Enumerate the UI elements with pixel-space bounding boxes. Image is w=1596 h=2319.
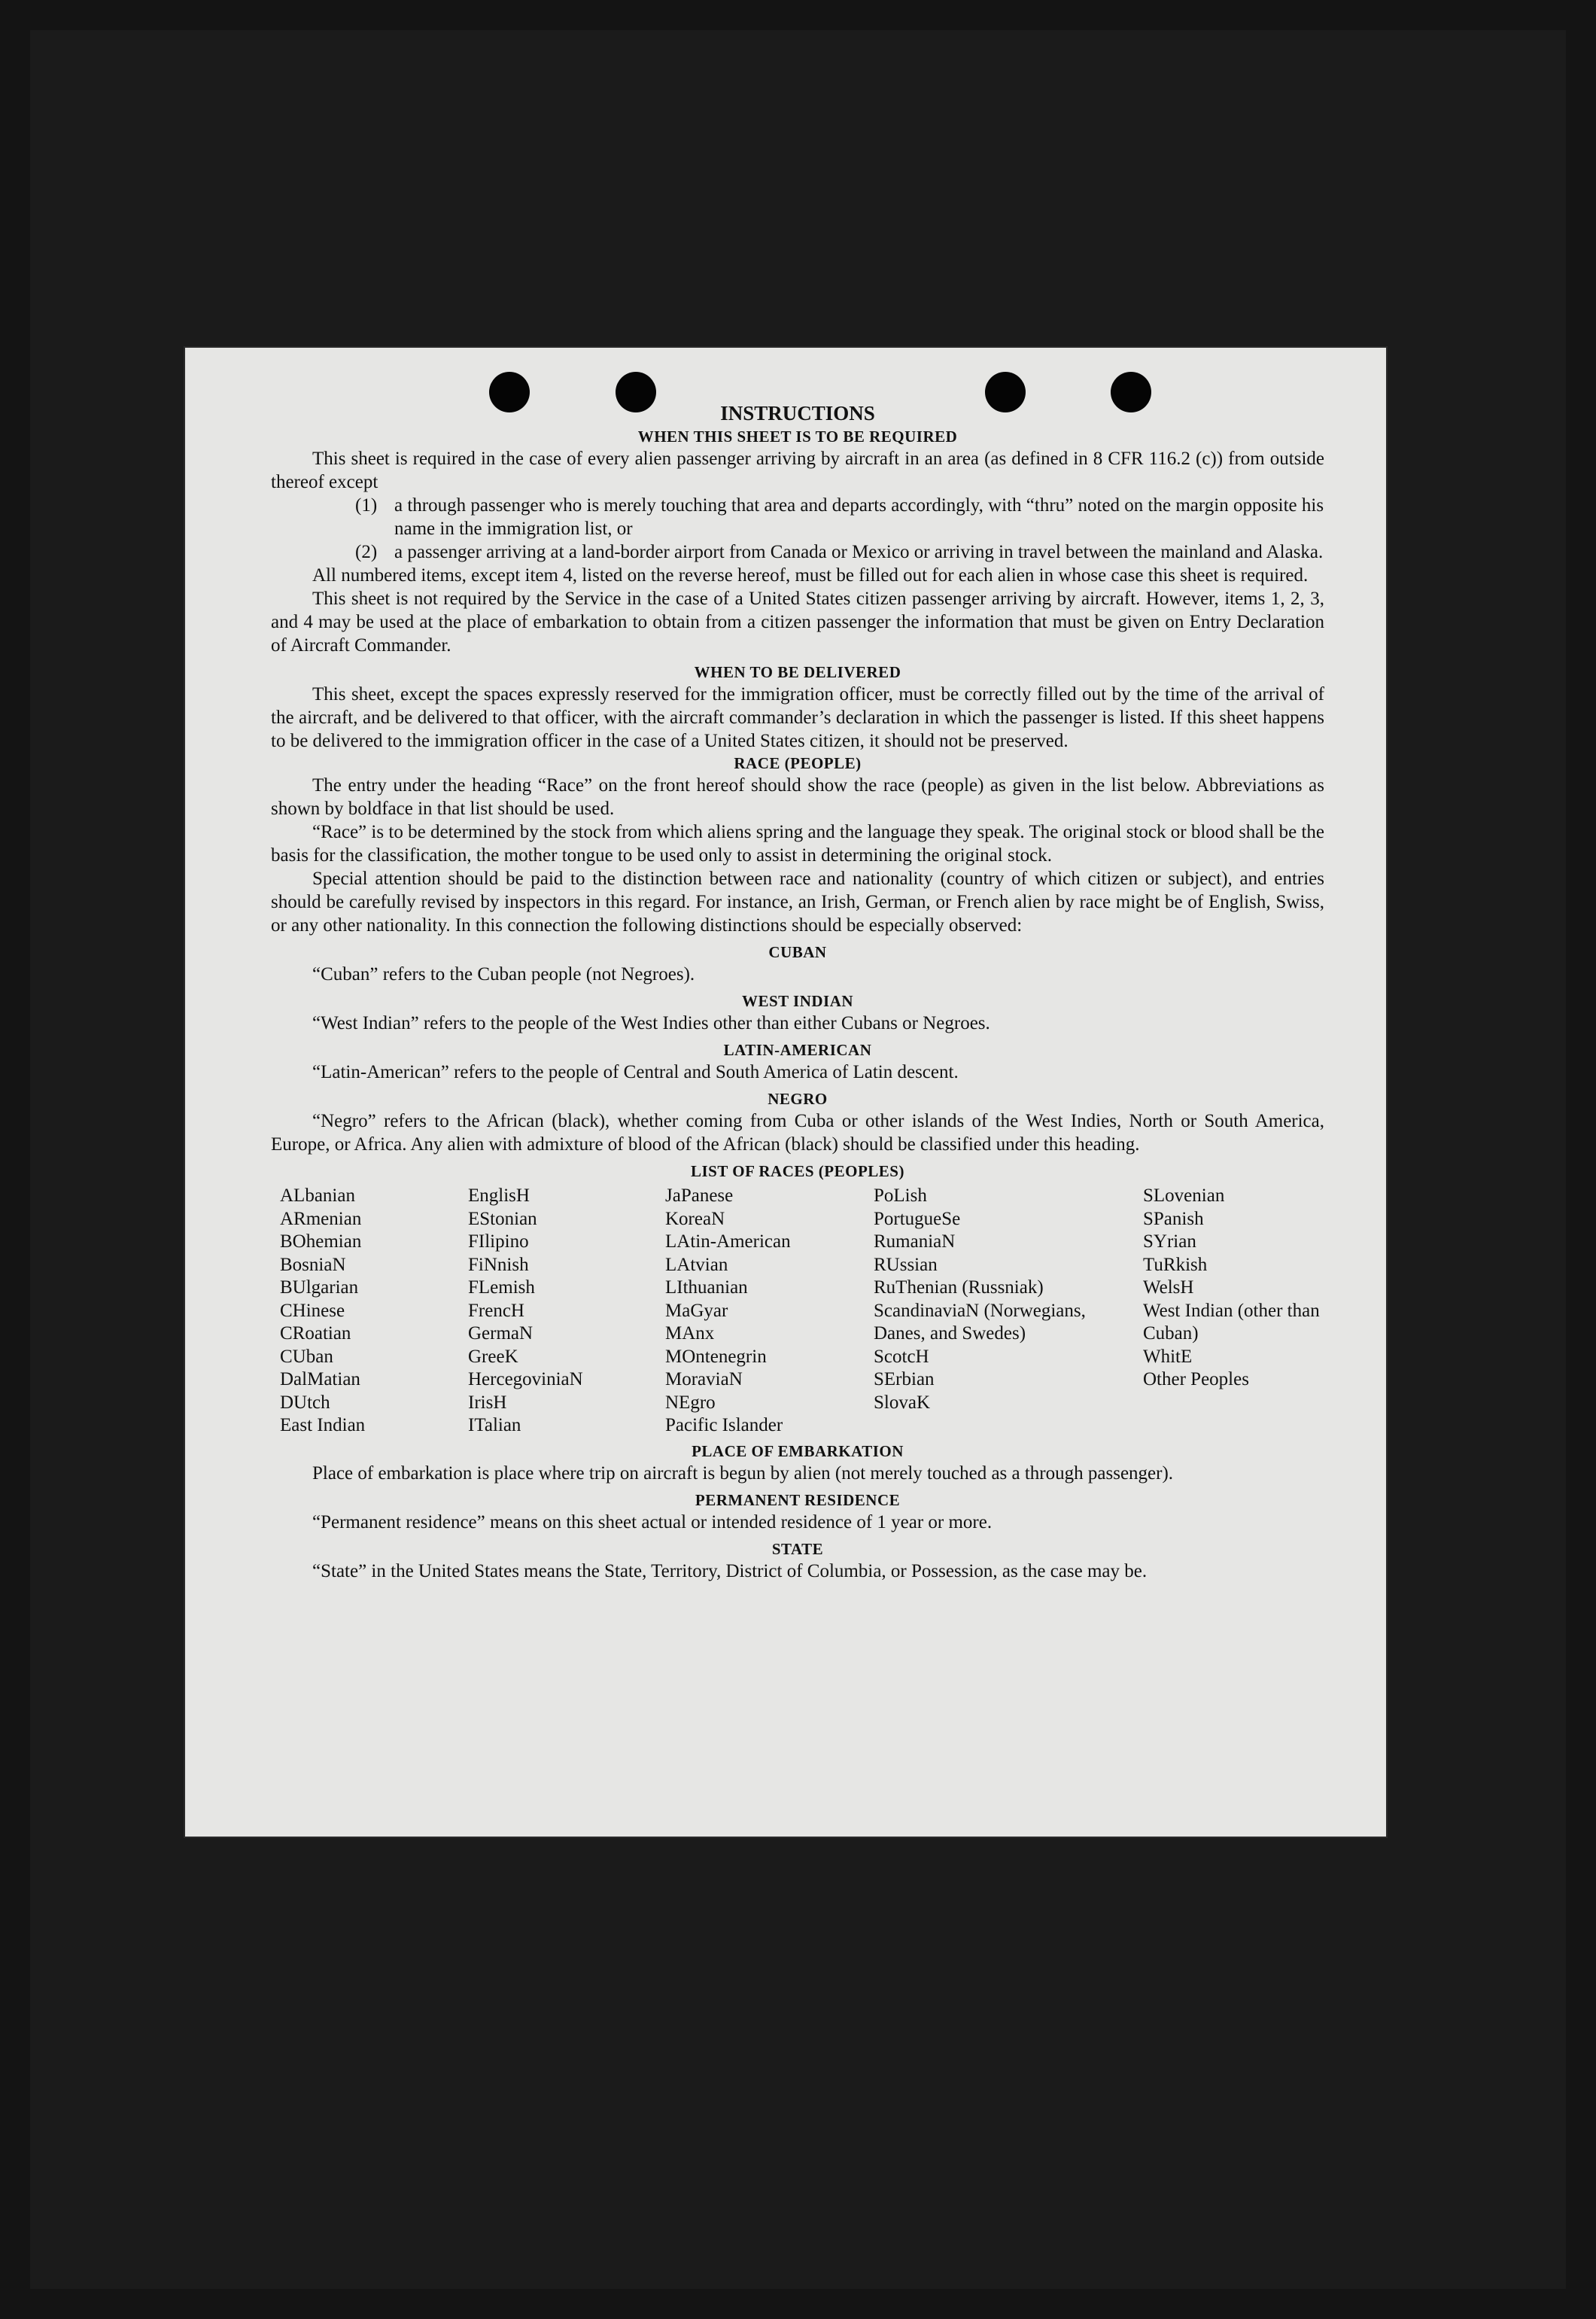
race-entry: GermaN — [468, 1323, 534, 1344]
race-entry: BUlgarian — [280, 1277, 359, 1298]
race-entry: ScotcH — [874, 1346, 929, 1367]
races-list — [280, 1185, 1324, 1438]
race-entry: CUban — [280, 1346, 333, 1367]
numbered-items-paragraph: All numbered items, except item 4, listed on the reverse hereof, must be filled out for each alien in whose case this sheet is required. — [312, 565, 1309, 586]
race-entry: HercegoviniaN — [468, 1369, 583, 1389]
instructions-content — [271, 400, 1324, 1583]
race-entry: RuThenian (Russniak) — [874, 1277, 1044, 1298]
race-entry: SErbian — [874, 1369, 935, 1389]
race-entry: ARmenian — [280, 1208, 362, 1229]
race-paragraph-3: Special attention should be paid to the distinction between race and nationality (country of which citizen or subject), and entries should be carefully revised by inspectors in this regard. For instance, an Irish, German, or French alien by race might be of English, Swiss, or any other nationality. In this connection the following distinctions should be especially observed: — [271, 869, 1324, 936]
section-heading-cuban: CUBAN — [768, 943, 827, 961]
section-heading-latin-american: LATIN-AMERICAN — [723, 1041, 872, 1059]
instruction-sheet — [185, 348, 1386, 1837]
section-heading-race: RACE (PEOPLE) — [734, 754, 862, 772]
race-entry: DUtch — [280, 1392, 330, 1413]
embarkation-paragraph: Place of embarkation is place where trip on aircraft is begun by alien (not merely touched as a through passenger). — [312, 1462, 1174, 1484]
race-entry: CHinese — [280, 1300, 345, 1321]
section-heading-residence: PERMANENT RESIDENCE — [695, 1490, 901, 1509]
section-heading-races-list: LIST OF RACES (PEOPLES) — [691, 1162, 904, 1180]
race-entry: FLemish — [468, 1277, 535, 1298]
race-entry: PortugueSe — [874, 1208, 961, 1229]
exception-item — [355, 494, 1324, 540]
race-entry: Pacific Islander — [665, 1415, 783, 1435]
races-column-2 — [468, 1185, 665, 1438]
races-column-5 — [1143, 1185, 1333, 1438]
delivery-paragraph: This sheet, except the spaces expressly reserved for the immigration officer, must be correctly filled out by the time of the arrival of the aircraft, and be delivered to that officer, with the aircraft commander’s declaration in which the passenger is listed. If this sheet happens to be delivered to the immigration officer in the case of a United States citizen, it should not be preserved. — [271, 684, 1324, 751]
cuban-paragraph: “Cuban” refers to the Cuban people (not Negroes). — [312, 964, 695, 985]
race-entry: LAtvian — [665, 1254, 728, 1275]
race-entry: NEgro — [665, 1392, 716, 1413]
race-entry: WhitE — [1143, 1346, 1193, 1367]
section-heading-required: WHEN THIS SHEET IS TO BE REQUIRED — [637, 428, 958, 446]
section-heading-delivered: WHEN TO BE DELIVERED — [694, 663, 901, 681]
race-entry: BOhemian — [280, 1231, 362, 1252]
race-entry: GreeK — [468, 1346, 518, 1367]
race-paragraph-1: The entry under the heading “Race” on the front hereof should show the race (people) as given in the list below. Abbreviations as shown by boldface in that list should be used. — [271, 775, 1324, 819]
races-column-4 — [874, 1185, 1143, 1438]
residence-paragraph: “Permanent residence” means on this sheet actual or intended residence of 1 year or more. — [312, 1511, 993, 1532]
race-entry: EStonian — [468, 1208, 537, 1229]
requirement-intro: This sheet is required in the case of every alien passenger arriving by aircraft in an area (as defined in 8 CFR 116.2 (c)) from outside thereof except — [271, 449, 1324, 492]
race-entry: IrisH — [468, 1392, 507, 1413]
race-entry: FiNnish — [468, 1254, 529, 1275]
punch-hole — [489, 372, 530, 412]
race-entry: RUssian — [874, 1254, 938, 1275]
state-paragraph: “State” in the United States means the State, Territory, District of Columbia, or Possession, as the case may be. — [312, 1560, 1148, 1581]
page-title: INSTRUCTIONS — [720, 402, 875, 425]
section-heading-negro: NEGRO — [768, 1090, 828, 1108]
exception-number: (2) — [355, 542, 378, 562]
race-entry: MaGyar — [665, 1300, 728, 1321]
exception-item — [355, 540, 1324, 564]
race-entry: SPanish — [1143, 1208, 1204, 1229]
west-indian-paragraph: “West Indian” refers to the people of the West Indies other than either Cubans or Negroes. — [312, 1013, 990, 1033]
race-entry: CRoatian — [280, 1323, 351, 1344]
race-entry: SlovaK — [874, 1392, 930, 1413]
race-entry: RumaniaN — [874, 1231, 956, 1252]
race-paragraph-2: “Race” is to be determined by the stock from which aliens spring and the language they speak. The original stock or blood shall be the basis for the classification, the mother tongue to be used only to assist in determining the original stock. — [271, 822, 1324, 866]
punch-hole — [616, 372, 656, 412]
section-heading-state: STATE — [771, 1539, 824, 1558]
race-entry: Other Peoples — [1143, 1369, 1249, 1389]
latin-american-paragraph: “Latin-American” refers to the people of Central and South America of Latin descent. — [312, 1062, 959, 1082]
race-entry: MoraviaN — [665, 1369, 743, 1389]
race-entry: WelsH — [1143, 1277, 1194, 1298]
race-entry: FIlipino — [468, 1231, 529, 1252]
race-entry: KoreaN — [665, 1208, 725, 1229]
punch-hole — [1111, 372, 1151, 412]
exception-text: a passenger arriving at a land-border airport from Canada or Mexico or arriving in travel between the mainland and Alaska. — [394, 542, 1324, 562]
race-entry: JaPanese — [665, 1185, 734, 1206]
negro-paragraph: “Negro” refers to the African (black), whether coming from Cuba or other islands of the West Indies, North or South America, Europe, or Africa. Any alien with admixture of blood of the African (black) should be classified under this heading. — [271, 1111, 1324, 1155]
race-entry: LAtin-American — [665, 1231, 791, 1252]
race-entry: SYrian — [1143, 1231, 1196, 1252]
race-entry: ITalian — [468, 1415, 521, 1435]
race-entry: PoLish — [874, 1185, 927, 1206]
race-entry: BosniaN — [280, 1254, 346, 1275]
race-entry: ScandinaviaN (Norwegians, Danes, and Swedes) — [874, 1300, 1086, 1344]
race-entry: MAnx — [665, 1323, 715, 1344]
race-entry: ALbanian — [280, 1185, 355, 1206]
section-heading-embarkation: PLACE OF EMBARKATION — [692, 1441, 904, 1460]
race-entry: West Indian (other than Cuban) — [1143, 1300, 1320, 1344]
race-entry: FrencH — [468, 1300, 524, 1321]
section-heading-west-indian: WEST INDIAN — [741, 992, 854, 1010]
exception-number: (1) — [355, 495, 378, 516]
race-entry: SLovenian — [1143, 1185, 1225, 1206]
race-entry: LIthuanian — [665, 1277, 748, 1298]
citizen-paragraph: This sheet is not required by the Service in the case of a United States citizen passenger arriving by aircraft. However, items 1, 2, 3, and 4 may be used at the place of embarkation to obtain from a citizen passenger the information that must be given on Entry Declaration of Aircraft Commander. — [271, 589, 1324, 656]
race-entry: DalMatian — [280, 1369, 360, 1389]
race-entry: MOntenegrin — [665, 1346, 767, 1367]
races-column-3 — [665, 1185, 874, 1438]
race-entry: TuRkish — [1143, 1254, 1208, 1275]
exception-text: a through passenger who is merely touching that area and departs accordingly, with “thru” noted on the margin opposite his name in the immigration list, or — [394, 495, 1324, 539]
races-column-1 — [280, 1185, 468, 1438]
race-entry: EnglisH — [468, 1185, 530, 1206]
punch-hole — [985, 372, 1026, 412]
race-entry: East Indian — [280, 1415, 366, 1435]
